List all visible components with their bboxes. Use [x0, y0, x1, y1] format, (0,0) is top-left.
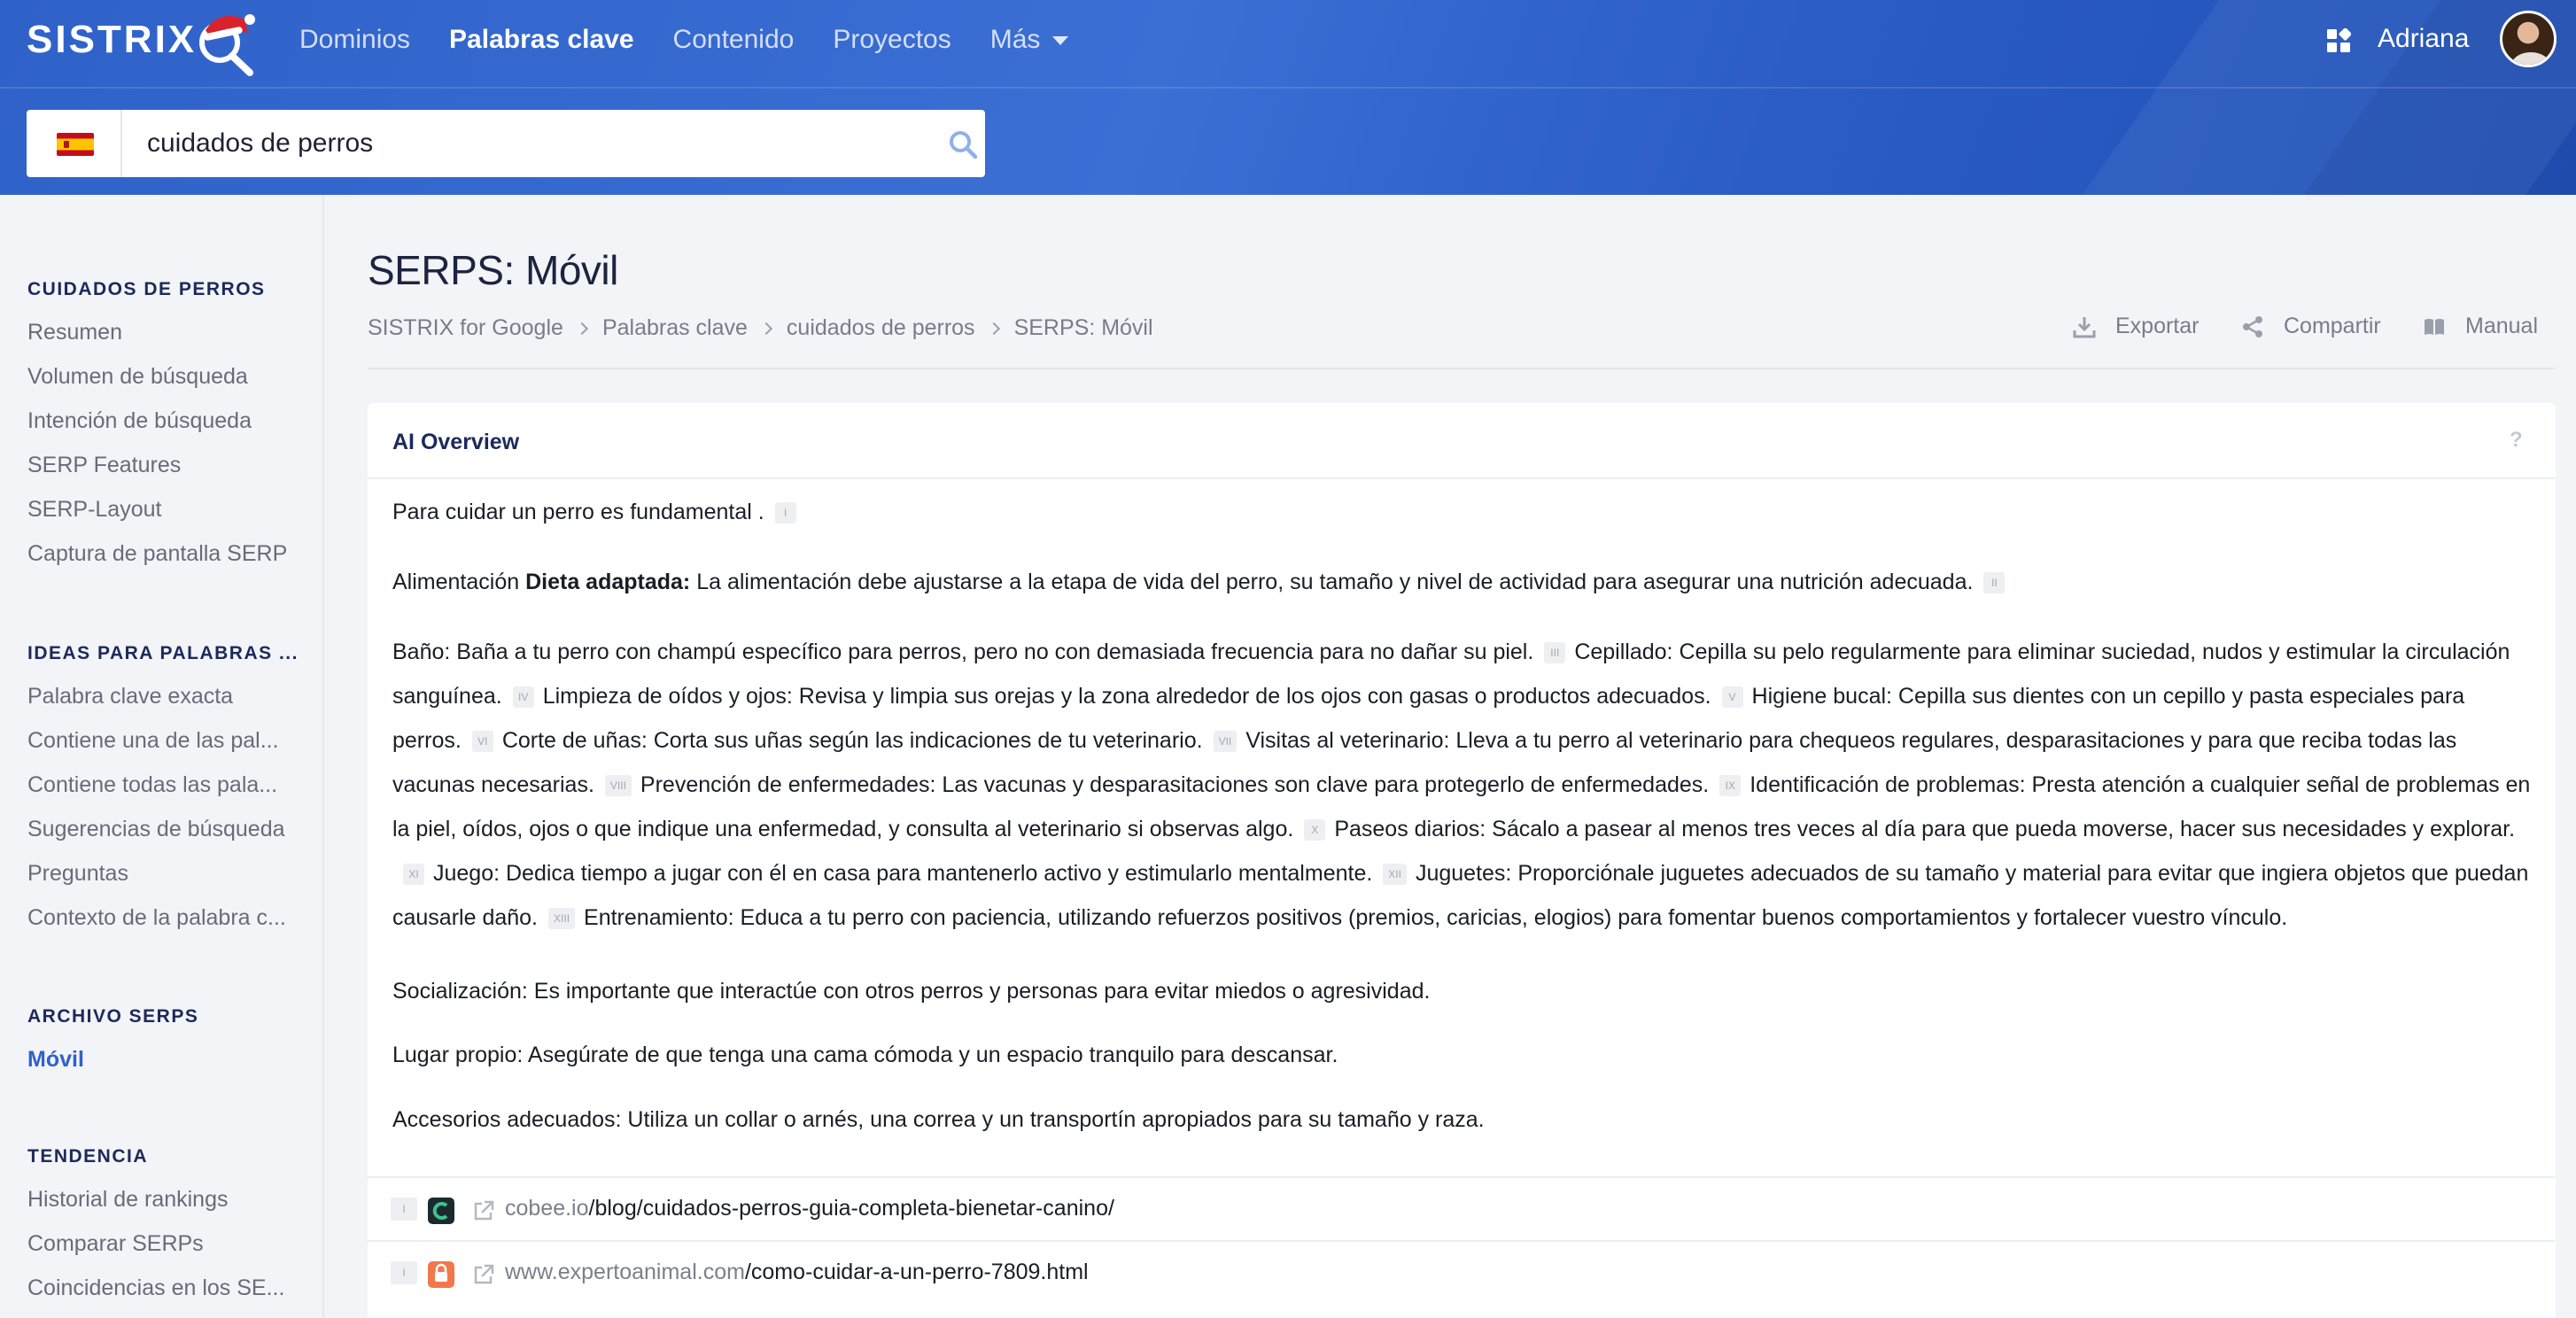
- citation-badge[interactable]: VIII: [605, 775, 632, 796]
- page-title: SERPS: Móvil: [368, 247, 618, 293]
- citation-badge[interactable]: IV: [513, 686, 534, 708]
- source-domain: cobee.io: [505, 1196, 589, 1221]
- chevron-right-icon: [760, 322, 772, 334]
- care-item-text: Higiene bucal: Cepilla sus dientes con un cepillo y pasta especiales para perros.: [392, 684, 2465, 753]
- ai-alimentacion-paragraph: [392, 560, 2536, 604]
- book-icon: [2423, 315, 2446, 338]
- chevron-right-icon: [576, 322, 588, 334]
- share-icon: [2241, 315, 2264, 338]
- source-path: /blog/cuidados-perros-guia-completa-bienetar-canino/: [588, 1196, 1114, 1221]
- care-item-text: Juego: Dedica tiempo a jugar con él en casa para mantenerlo activo y estimularlo mentalmente.: [433, 861, 1373, 886]
- ai-lugar-paragraph: Lugar propio: Asegúrate de que tenga una cama cómoda y un espacio tranquilo para descansar.: [392, 1043, 1338, 1067]
- citation-badge[interactable]: III: [1544, 642, 1565, 663]
- sidebar-section-tendencia: [27, 1144, 293, 1310]
- paragraph-bold: Dieta adaptada:: [525, 570, 691, 594]
- care-item-text: Identificación de problemas: Presta atención a cualquier señal de problemas en la piel, oídos, ojos o que indique una enfermedad, y consulta al veterinario si observas algo.: [392, 772, 2531, 841]
- nav-item-label: Dominios: [299, 25, 411, 54]
- nav-item-dominios[interactable]: [299, 25, 410, 55]
- header-divider: [368, 368, 2556, 369]
- cobee-favicon-icon: [428, 1198, 454, 1224]
- expertoanimal-favicon-icon: [428, 1261, 454, 1288]
- source-url[interactable]: [505, 1260, 1089, 1285]
- citation-badge[interactable]: VI: [472, 731, 493, 752]
- source-row[interactable]: [368, 1176, 2556, 1240]
- sidebar-item-volumen[interactable]: Volumen de búsqueda: [27, 364, 248, 389]
- source-url[interactable]: [505, 1196, 1114, 1221]
- sidebar-item-contiene-todas[interactable]: Contiene todas las pala...: [27, 772, 278, 797]
- paragraph-lead: Alimentación: [392, 570, 520, 594]
- sistrix-logo-text[interactable]: SISTRIX: [27, 18, 198, 61]
- manual-button[interactable]: [2423, 314, 2538, 339]
- citation-badge[interactable]: VII: [1214, 731, 1238, 752]
- sidebar-item-preguntas[interactable]: Preguntas: [27, 861, 128, 886]
- paragraph-text: Para cuidar un perro es fundamental .: [392, 500, 764, 524]
- sidebar-item-historial[interactable]: Historial de rankings: [27, 1187, 229, 1212]
- care-item-text: Corte de uñas: Corta sus uñas según las indicaciones de tu veterinario.: [501, 728, 1203, 753]
- sistrix-magnifier-logo-icon[interactable]: [193, 7, 264, 76]
- care-item-text: Baño: Baña a tu perro con champú específico para perros, pero no con demasiada frecuencia para no dañar su piel.: [392, 640, 1534, 664]
- sidebar-section-title: CUIDADOS DE PERROS: [27, 279, 266, 299]
- card-title: AI Overview: [392, 430, 520, 454]
- care-item-text: Paseos diarios: Sácalo a pasear al menos tres veces al día para que pueda moverse, hacer sus necesidades y explorar.: [1334, 817, 2516, 841]
- citation-badge[interactable]: II: [1983, 572, 2005, 593]
- sidebar-section-ideas: [27, 640, 299, 940]
- breadcrumb-item[interactable]: SISTRIX for Google: [368, 315, 563, 340]
- ai-care-paragraph: [392, 630, 2536, 940]
- external-link-icon[interactable]: [472, 1199, 495, 1222]
- ai-intro-paragraph: [392, 490, 2536, 534]
- breadcrumb-item[interactable]: cuidados de perros: [786, 315, 975, 340]
- ai-accesorios-paragraph: Accesorios adecuados: Utiliza un collar o arnés, una correa y un transportín apropiados para su tamaño y raza.: [392, 1107, 1485, 1132]
- manual-label: Manual: [2465, 314, 2538, 338]
- avatar[interactable]: [2500, 11, 2557, 67]
- export-label: Exportar: [2115, 314, 2200, 338]
- citation-badge[interactable]: V: [1722, 686, 1743, 708]
- nav-item-proyectos[interactable]: [833, 25, 950, 55]
- citation-badge[interactable]: IX: [1719, 775, 1741, 796]
- sidebar-item-contexto[interactable]: Contexto de la palabra c...: [27, 905, 286, 930]
- external-link-icon[interactable]: [472, 1263, 495, 1286]
- nav-item-label: Palabras clave: [449, 25, 634, 54]
- sidebar-section-title: IDEAS PARA PALABRAS ...: [27, 643, 299, 663]
- card-header: [368, 403, 2556, 479]
- source-path: /como-cuidar-a-un-perro-7809.html: [744, 1260, 1089, 1284]
- spain-flag-icon: [57, 133, 94, 156]
- care-item-text: Limpieza de oídos y ojos: Revisa y limpia sus orejas y la zona alrededor de los ojos con gasas o productos adecuados.: [542, 684, 1711, 709]
- main-nav: [299, 25, 1068, 55]
- citation-badge: I: [391, 1198, 417, 1221]
- nav-item-contenido[interactable]: [673, 25, 795, 55]
- citation-badge[interactable]: XII: [1383, 864, 1407, 885]
- sidebar-item-sugerencias[interactable]: Sugerencias de búsqueda: [27, 817, 285, 841]
- nav-item-label: Contenido: [672, 25, 795, 54]
- share-button[interactable]: [2241, 314, 2381, 339]
- sidebar-item-comparar[interactable]: Comparar SERPs: [27, 1231, 204, 1256]
- sidebar-section-cuidados: [27, 276, 293, 576]
- care-item-text: Entrenamiento: Educa a tu perro con paciencia, utilizando refuerzos positivos (premios, caricias, elogios) para fomentar buenos comportamientos y fortalecer vuestro vínculo.: [584, 905, 2288, 930]
- nav-item-label: Proyectos: [833, 25, 951, 54]
- paragraph-text: La alimentación debe ajustarse a la etapa de vida del perro, su tamaño y nivel de actividad para asegurar una nutrición adecuada.: [696, 570, 1974, 594]
- sidebar-section-archivo: [27, 1004, 293, 1082]
- citation-badge[interactable]: X: [1304, 819, 1325, 841]
- source-row[interactable]: [368, 1240, 2556, 1304]
- sidebar-item-resumen[interactable]: Resumen: [27, 320, 122, 345]
- sidebar-item-captura[interactable]: Captura de pantalla SERP: [27, 541, 288, 566]
- user-name[interactable]: Adriana: [2378, 24, 2470, 53]
- citation-badge[interactable]: I: [775, 502, 796, 523]
- country-selector[interactable]: [27, 110, 122, 177]
- care-item-text: Juguetes: Proporciónale juguetes adecuados de su tamaño y material para evitar que ingiera objetos que puedan causarle daño.: [392, 861, 2529, 930]
- keyword-search-box: [27, 110, 985, 177]
- download-icon: [2073, 315, 2096, 338]
- export-button[interactable]: [2073, 314, 2199, 339]
- nav-item-label: Más: [989, 25, 1041, 54]
- search-icon[interactable]: [948, 129, 978, 159]
- sidebar-item-serp-features[interactable]: SERP Features: [27, 453, 182, 477]
- search-input[interactable]: [147, 122, 909, 165]
- chevron-right-icon: [987, 322, 999, 334]
- breadcrumb-item[interactable]: Palabras clave: [601, 315, 748, 340]
- source-domain: www.expertoanimal.com: [505, 1260, 745, 1284]
- care-item-text: Prevención de enfermedades: Las vacunas y desparasitaciones son clave para protegerlo de enfermedades.: [640, 772, 1710, 797]
- breadcrumb-item-current: SERPS: Móvil: [1013, 315, 1153, 340]
- sidebar-item-movil[interactable]: Móvil: [27, 1047, 84, 1072]
- avatar-figure: [2511, 52, 2550, 67]
- nav-item-mas[interactable]: [990, 25, 1069, 55]
- sidebar-item-exacta[interactable]: Palabra clave exacta: [27, 684, 234, 709]
- sidebar-item-serp-layout[interactable]: SERP-Layout: [27, 497, 162, 522]
- top-navigation-bar: [0, 0, 2576, 89]
- citation-badge[interactable]: XIII: [548, 908, 575, 929]
- breadcrumb: [368, 315, 1153, 341]
- sidebar-item-intencion[interactable]: Intención de búsqueda: [27, 408, 252, 433]
- citation-badge[interactable]: XI: [403, 864, 424, 885]
- sidebar-section-title: TENDENCIA: [27, 1146, 149, 1167]
- sidebar-item-coincidencias[interactable]: Coincidencias en los SE...: [27, 1275, 285, 1300]
- app-header: [0, 0, 2576, 195]
- sidebar: [0, 195, 324, 1318]
- sidebar-section-title: ARCHIVO SERPS: [27, 1006, 199, 1027]
- nav-item-palabras-clave[interactable]: [449, 25, 634, 55]
- sidebar-item-contiene-una[interactable]: Contiene una de las pal...: [27, 728, 279, 753]
- apps-grid-icon[interactable]: [2326, 28, 2351, 53]
- care-item-text: Visitas al veterinario: Lleva a tu perro al veterinario para chequeos regulares, desparasitaciones y para que reciba todas las vacunas necesarias.: [392, 728, 2457, 797]
- share-label: Compartir: [2284, 314, 2381, 338]
- ai-socializacion-paragraph: Socialización: Es importante que interactúe con otros perros y personas para evitar miedos o agresividad.: [392, 979, 1431, 1004]
- help-icon[interactable]: ?: [2510, 428, 2523, 452]
- care-item-text: Cepillado: Cepilla su pelo regularmente para eliminar suciedad, nudos y estimular la circulación sanguínea.: [392, 640, 2510, 709]
- ai-overview-card: [368, 403, 2556, 1318]
- citation-badge: I: [391, 1261, 417, 1284]
- chevron-down-icon: [1052, 36, 1068, 45]
